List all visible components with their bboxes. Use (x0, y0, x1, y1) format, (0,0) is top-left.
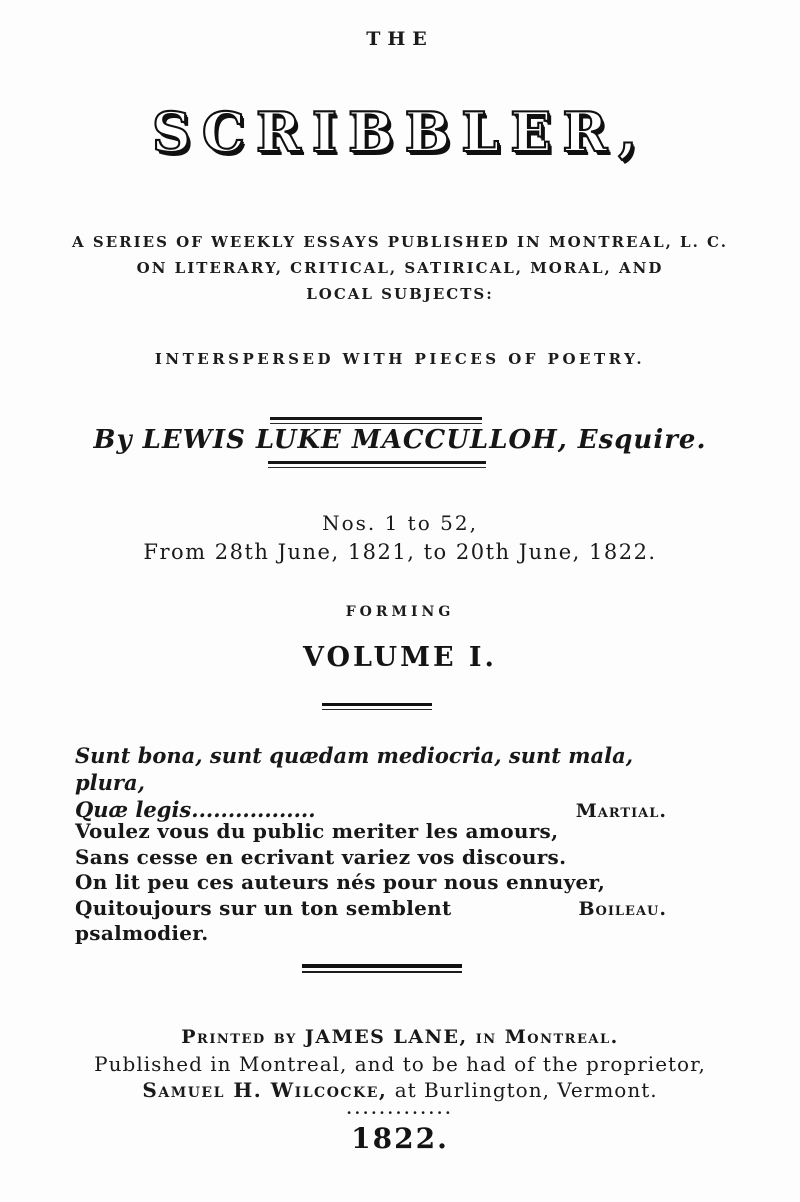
latin-epigraph-line-2-text: Quæ legis................. (75, 797, 316, 822)
french-epigraph-line-4-text: Quitoujours sur un ton semblent psalmodier. (75, 895, 452, 945)
dotted-divider: ............. (346, 1100, 454, 1118)
issue-numbers-line: Nos. 1 to 52, (322, 511, 478, 535)
subtitle-line-3: LOCAL SUBJECTS: (306, 285, 494, 303)
forming-label: FORMING (345, 604, 455, 620)
head-title: THE (366, 28, 434, 50)
latin-epigraph-attribution: Martial. (575, 800, 667, 822)
french-epigraph-line-2: Sans cesse en ecrivant variez vos discours. (75, 844, 567, 869)
author-byline: By LEWIS LUKE MACCULLOH, Esquire. (93, 425, 707, 455)
main-title: SCRIBBLER, (151, 100, 649, 164)
subtitle-block (0, 229, 800, 307)
subtitle-line-2: ON LITERARY, CRITICAL, SATIRICAL, MORAL, AND (136, 259, 664, 277)
french-epigraph-attribution: Boileau. (578, 897, 667, 920)
latin-epigraph-line-1: Sunt bona, sunt quædam mediocria, sunt mala, plura, (75, 743, 634, 795)
imprint-printer-line: Printed by JAMES LANE, in Montreal. (181, 1026, 619, 1048)
volume-label: VOLUME I. (303, 642, 497, 673)
date-range-line: From 28th June, 1821, to 20th June, 1822. (143, 540, 657, 564)
latin-epigraph (75, 742, 667, 825)
interspersed-line: INTERSPERSED WITH PIECES OF POETRY. (154, 350, 646, 368)
imprint-proprietor-rest: at Burlington, Vermont. (387, 1078, 658, 1102)
imprint-proprietor-line (0, 1078, 800, 1102)
publication-year: 1822. (351, 1122, 449, 1155)
french-epigraph-line-1: Voulez vous du public meriter les amours, (75, 819, 559, 843)
french-epigraph-line-4 (75, 896, 667, 947)
rule-below-byline (268, 461, 486, 468)
french-epigraph (75, 819, 667, 947)
imprint-proprietor-name: Samuel H. Wilcocke, (142, 1078, 388, 1102)
rule-above-imprint (302, 964, 462, 973)
subtitle-line-1: A SERIES OF WEEKLY ESSAYS PUBLISHED IN MONTREAL, L. C. (72, 233, 728, 251)
rule-above-byline (270, 417, 482, 424)
imprint-publisher-line: Published in Montreal, and to be had of the proprietor, (94, 1052, 706, 1076)
rule-below-volume (322, 703, 432, 710)
french-epigraph-line-3: On lit peu ces auteurs nés pour nous ennuyer, (75, 870, 606, 894)
